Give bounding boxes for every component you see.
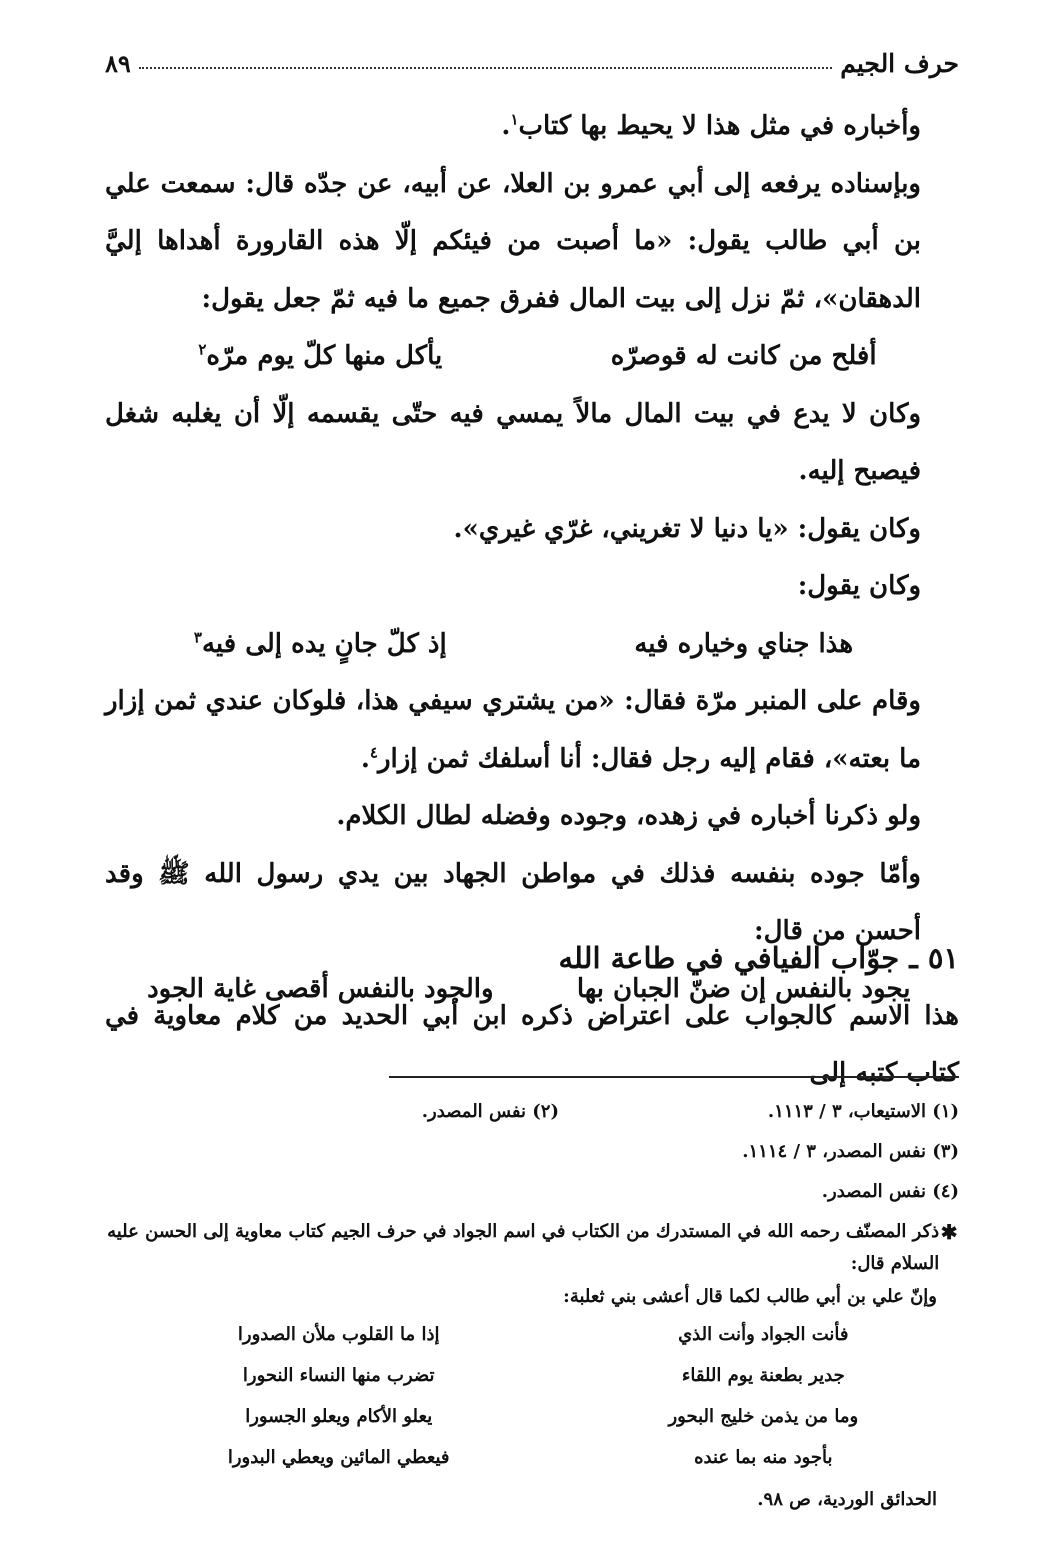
- verse-hemistich-1: هذا جناي وخياره فيه: [634, 628, 854, 659]
- footnote-2: (٢) نفس المصدر.: [421, 1101, 559, 1122]
- footnote-1: (١) الاستيعاب، ٣ / ١١١٣.: [767, 1101, 959, 1122]
- verse-line: [105, 328, 959, 386]
- paragraph: وكان يقول: «يا دنيا لا تغريني، غرّي غيري».: [453, 513, 921, 544]
- note-verse-line: [105, 1314, 959, 1355]
- note-verse-hemistich-1: فأنت الجواد وأنت الذي: [678, 1324, 849, 1345]
- note-verse-line: [105, 1437, 959, 1478]
- paragraph-text: وأخباره في مثل هذا لا يحيط بها كتاب: [518, 111, 921, 141]
- footnotes: [105, 1092, 959, 1522]
- editor-note: [105, 1216, 959, 1280]
- verse-text: يأكل منها كلّ يوم مرّه: [206, 341, 443, 371]
- verse-line: [105, 616, 959, 674]
- footnote-ref: ٣: [193, 627, 202, 646]
- verse-hemistich-1: أفلح من كانت له قوصرّه: [610, 341, 877, 371]
- paragraph: وأمّا جوده بنفسه فذلك في مواطن الجهاد بين يدي رسول الله ﷺ وقد أحسن من قال:: [105, 858, 921, 946]
- note-source: الحدائق الوردية، ص ٩٨.: [757, 1489, 937, 1510]
- main-text: [105, 98, 959, 1018]
- note-verse-line: [105, 1355, 959, 1396]
- verse-hemistich-1: يجود بالنفس إن ضنّ الجبان بها: [576, 973, 911, 1004]
- header-dot-leader: [139, 67, 832, 69]
- footnote-ref: ١: [510, 110, 519, 129]
- running-header: [105, 38, 959, 78]
- verse-hemistich-2: [140, 328, 501, 386]
- editor-note-text: ذكر المصنّف رحمه الله في المستدرك من الكتاب في اسم الجواد في حرف الجيم كتاب معاوية إلى الحسن عليه السلام قال:: [107, 1221, 940, 1274]
- asterisk-icon: ✱: [940, 1220, 958, 1244]
- paragraph: وبإسناده يرفعه إلى أبي عمرو بن العلا، عن أبيه، عن جدّه قال: سمعت علي بن أبي طالب يقول: «ما أصبت من فيئكم إلّا هذه القارورة أهداها إليَّ الدهقان»، ثمّ نزل إلى بيت المال ففرق جميع ما فيه ثمّ جعل يقول:: [105, 168, 921, 314]
- paragraph: وكان لا يدع في بيت المال مالاً يمسي فيه حتّى يقسمه إلّا أن يغلبه شغل فيصبح إليه.: [105, 398, 921, 486]
- section-paragraph: هذا الاسم كالجواب على اعتراض ذكره ابن أبي الحديد من كلام معاوية في كتاب كتبه إلى: [105, 1001, 959, 1088]
- paragraph: وكان يقول:: [797, 571, 921, 601]
- editor-note-continuation: وإنّ علي بن أبي طالب لكما قال أعشى بني ثعلبة:: [563, 1286, 937, 1307]
- page-number: ٨٩: [105, 49, 131, 78]
- note-verse-hemistich-2: تضرب منها النساء النحورا: [242, 1365, 435, 1386]
- verse-hemistich-2: والجود بالنفس أقصى غاية الجود: [147, 973, 494, 1004]
- paragraph-text: وقام على المنبر مرّة فقال: «من يشتري سيفي هذا، فلوكان عندي ثمن إزار ما بعته»، فقام إليه رجل فقال: أنا أسلفك ثمن إزار: [105, 686, 921, 774]
- note-verse-hemistich-2: إذا ما القلوب ملأن الصدورا: [237, 1324, 440, 1345]
- note-verse-hemistich-2: فيعطي المائين ويعطي البدورا: [227, 1447, 450, 1468]
- verse-hemistich-2: [140, 616, 501, 674]
- note-verse-hemistich-1: جدير بطعنة يوم اللقاء: [681, 1365, 845, 1386]
- footnote-3: (٣) نفس المصدر، ٣ / ١١١٤.: [742, 1141, 959, 1162]
- note-verse-hemistich-2: يعلو الأكام ويعلو الجسورا: [245, 1406, 433, 1427]
- note-verse-hemistich-1: وما من يذمن خليج البحور: [668, 1406, 859, 1427]
- note-verse-line: [105, 1396, 959, 1437]
- verse-text: إذ كلّ جانٍ يده إلى فيه: [201, 628, 447, 659]
- footnote-ref: ٤: [369, 742, 378, 761]
- section-heading: ٥١ ـ جوّاب الفيافي في طاعة الله: [558, 941, 959, 975]
- footnote-row: [105, 1092, 959, 1132]
- paragraph: وقام على المنبر مرّة فقال: «من يشتري سيفي هذا، فلوكان عندي ثمن إزار ما بعته»، فقام إليه رجل فقال: أنا أسلفك ثمن إزار$^٤$.: [105, 686, 921, 774]
- note-verse-hemistich-1: بأجود منه بما عنده: [694, 1447, 833, 1468]
- header-title: حرف الجيم: [840, 49, 959, 78]
- paragraph: وأخباره في مثل هذا لا يحيط بها كتاب$^١$.: [501, 110, 921, 141]
- footnote-ref: ٢: [198, 340, 207, 359]
- paragraph: ولو ذكرنا أخباره في زهده، وجوده وفضله لطال الكلام.: [336, 801, 921, 831]
- footnote-separator: [389, 1076, 959, 1078]
- footnote-4: (٤) نفس المصدر.: [821, 1181, 959, 1202]
